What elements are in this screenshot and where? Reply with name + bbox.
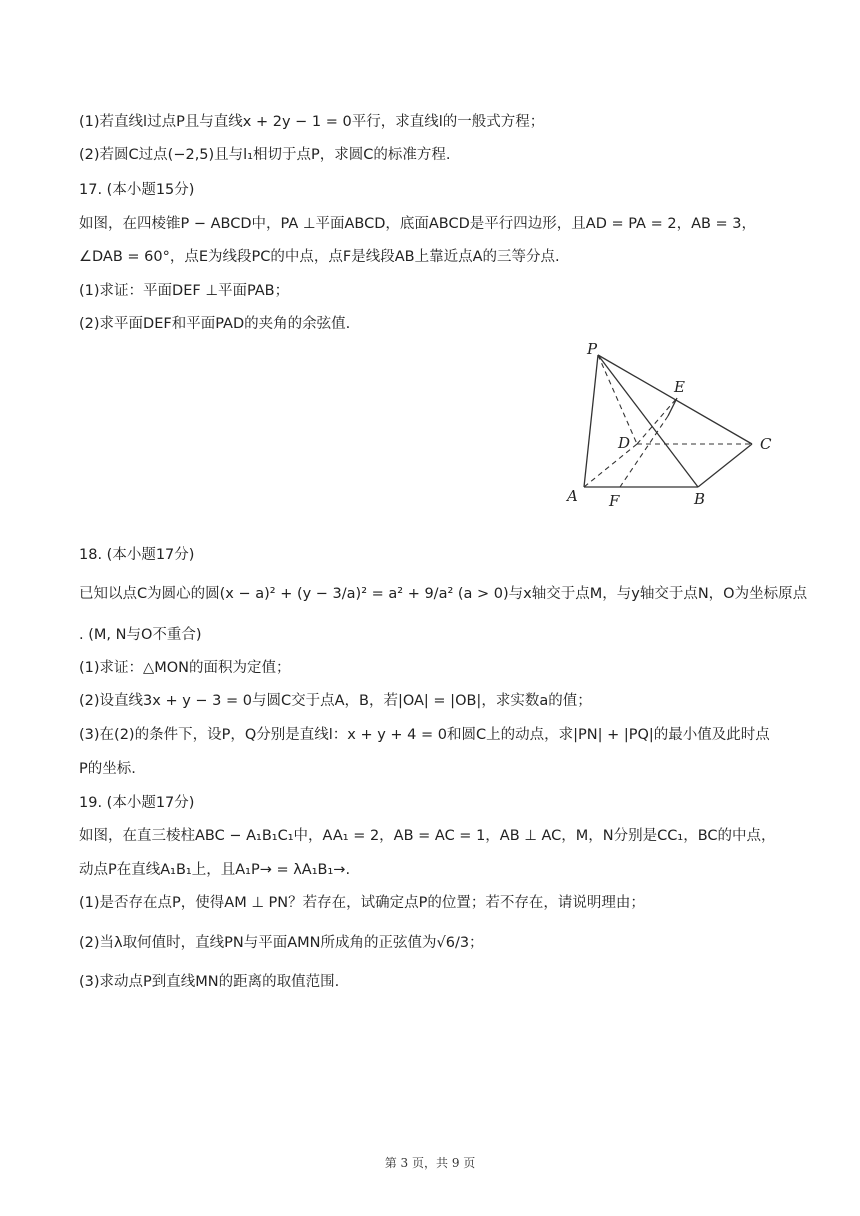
q17-stem-line2: ∠DAB = 60°，点E为线段PC的中点，点F是线段AB上靠近点A的三等分点. bbox=[79, 249, 560, 265]
q16-part2: (2)若圆C过点(−2,5)且与l₁相切于点P，求圆C的标准方程. bbox=[79, 147, 451, 163]
q16-part1: (1)若直线l过点P且与直线x + 2y − 1 = 0平行，求直线l的一般式方程； bbox=[79, 114, 545, 130]
q19-stem-line2: 动点P在直线A₁B₁上，且A₁P→ = λA₁B₁→. bbox=[79, 862, 351, 878]
q19-part1: (1)是否存在点P，使得AM ⊥ PN？若存在，试确定点P的位置；若不存在，请说明理由； bbox=[79, 895, 645, 911]
q19-stem-line1: 如图，在直三棱柱ABC − A₁B₁C₁中，AA₁ = 2，AB = AC = 1，AB ⊥ AC，M，N分别是CC₁，BC的中点， bbox=[79, 828, 776, 844]
q17-header: 17. (本小题15分) bbox=[79, 182, 195, 198]
q17-stem-line1: 如图，在四棱锥P − ABCD中，PA ⊥平面ABCD，底面ABCD是平行四边形，且AD = PA = 2，AB = 3， bbox=[79, 216, 757, 232]
q19-part2: (2)当λ取何值时，直线PN与平面AMN所成角的正弦值为√6/3； bbox=[79, 935, 484, 951]
q18-part3-line2: P的坐标. bbox=[79, 761, 136, 777]
q19-header: 19. (本小题17分) bbox=[79, 795, 195, 811]
q17-part2: (2)求平面DEF和平面PAD的夹角的余弦值. bbox=[79, 316, 351, 332]
label-p: P bbox=[587, 340, 598, 358]
label-c: C bbox=[760, 435, 772, 453]
q18-header: 18. (本小题17分) bbox=[79, 547, 195, 563]
q18-part3-line1: (3)在(2)的条件下，设P，Q分别是直线l：x + y + 4 = 0和圆C上的动点，求|PN| + |PQ|的最小值及此时点 bbox=[79, 727, 770, 743]
label-a: A bbox=[567, 487, 578, 505]
q18-part2: (2)设直线3x + y − 3 = 0与圆C交于点A，B，若|OA| = |OB|，求实数a的值； bbox=[79, 693, 592, 709]
label-d: D bbox=[618, 434, 631, 452]
label-b: B bbox=[694, 490, 706, 508]
q17-part1: (1)求证：平面DEF ⊥平面PAB； bbox=[79, 283, 290, 299]
label-f: F bbox=[609, 492, 620, 510]
q18-part1: (1)求证：△MON的面积为定值； bbox=[79, 660, 291, 676]
q18-stem-line1: 已知以点C为圆心的圆(x − a)² + (y − 3/a)² = a² + 9/a² (a > 0)与x轴交于点M，与y轴交于点N，O为坐标原点 bbox=[79, 586, 808, 602]
q18-stem-line2: . (M, N与O不重合) bbox=[79, 627, 202, 643]
page-footer: 第 3 页，共 9 页 bbox=[384, 1156, 476, 1170]
pyramid-figure bbox=[560, 335, 790, 515]
q19-part3: (3)求动点P到直线MN的距离的取值范围. bbox=[79, 974, 340, 990]
label-e: E bbox=[674, 378, 685, 396]
